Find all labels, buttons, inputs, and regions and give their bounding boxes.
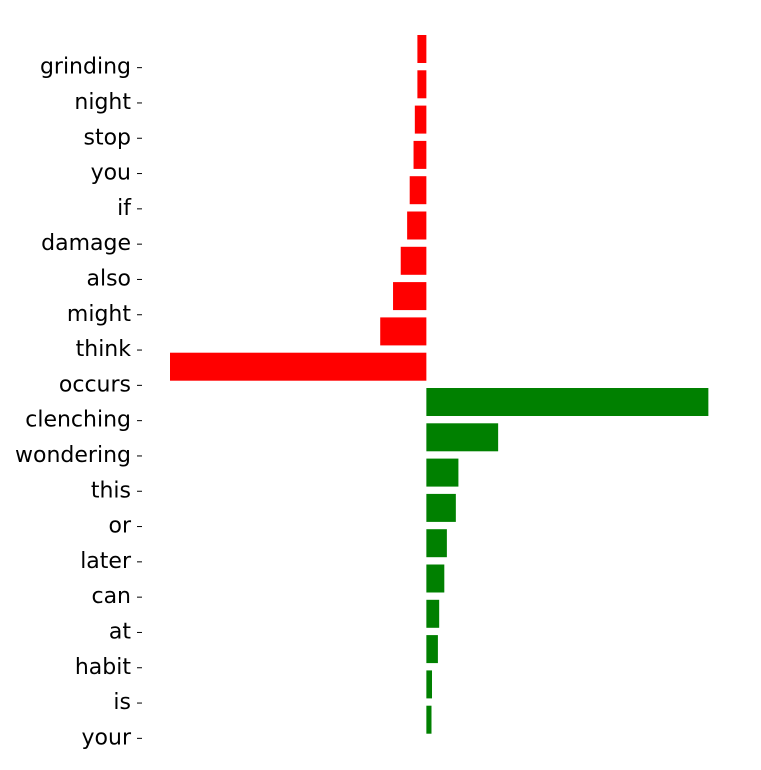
bar-later: [426, 529, 447, 557]
bar-damage: [407, 212, 426, 240]
bar-can: [426, 565, 444, 593]
bar-occurs: [170, 353, 426, 381]
tick-label-think: think: [75, 337, 131, 363]
tick-label-might: might: [66, 301, 131, 327]
bar-grinding: [417, 35, 426, 63]
bar-also: [401, 247, 427, 275]
tick-label-wondering: wondering: [15, 442, 131, 468]
tick-label-is: is: [113, 690, 131, 716]
bar-clenching: [426, 388, 708, 416]
bar-stop: [415, 106, 427, 134]
bars: [170, 35, 708, 734]
tick-label-you: you: [90, 160, 131, 186]
tick-label-if: if: [117, 195, 131, 221]
tick-label-night: night: [74, 89, 131, 115]
bar-wondering: [426, 423, 498, 451]
tick-label-occurs: occurs: [58, 372, 131, 398]
tick-label-habit: habit: [74, 654, 131, 680]
tick-label-clenching: clenching: [25, 407, 131, 433]
bar-or: [426, 494, 455, 522]
bar-this: [426, 459, 458, 487]
tick-label-your: your: [81, 725, 131, 751]
bar-think: [380, 317, 426, 345]
tick-label-damage: damage: [41, 231, 131, 257]
bar-if: [410, 176, 427, 204]
bar-night: [417, 70, 426, 98]
bar-habit: [426, 635, 438, 663]
bar-at: [426, 600, 439, 628]
bar-you: [414, 141, 427, 169]
tick-label-later: later: [80, 548, 131, 574]
bar-is: [426, 670, 432, 698]
tick-label-can: can: [91, 584, 131, 610]
tick-label-also: also: [86, 266, 131, 292]
tick-label-at: at: [108, 619, 131, 645]
tick-label-grinding: grinding: [39, 54, 131, 80]
category-labels: [15, 55, 142, 751]
tick-label-or: or: [108, 513, 131, 539]
bar-might: [393, 282, 426, 310]
bar-your: [426, 706, 431, 734]
tick-label-this: this: [90, 478, 131, 504]
tick-label-stop: stop: [83, 125, 131, 151]
